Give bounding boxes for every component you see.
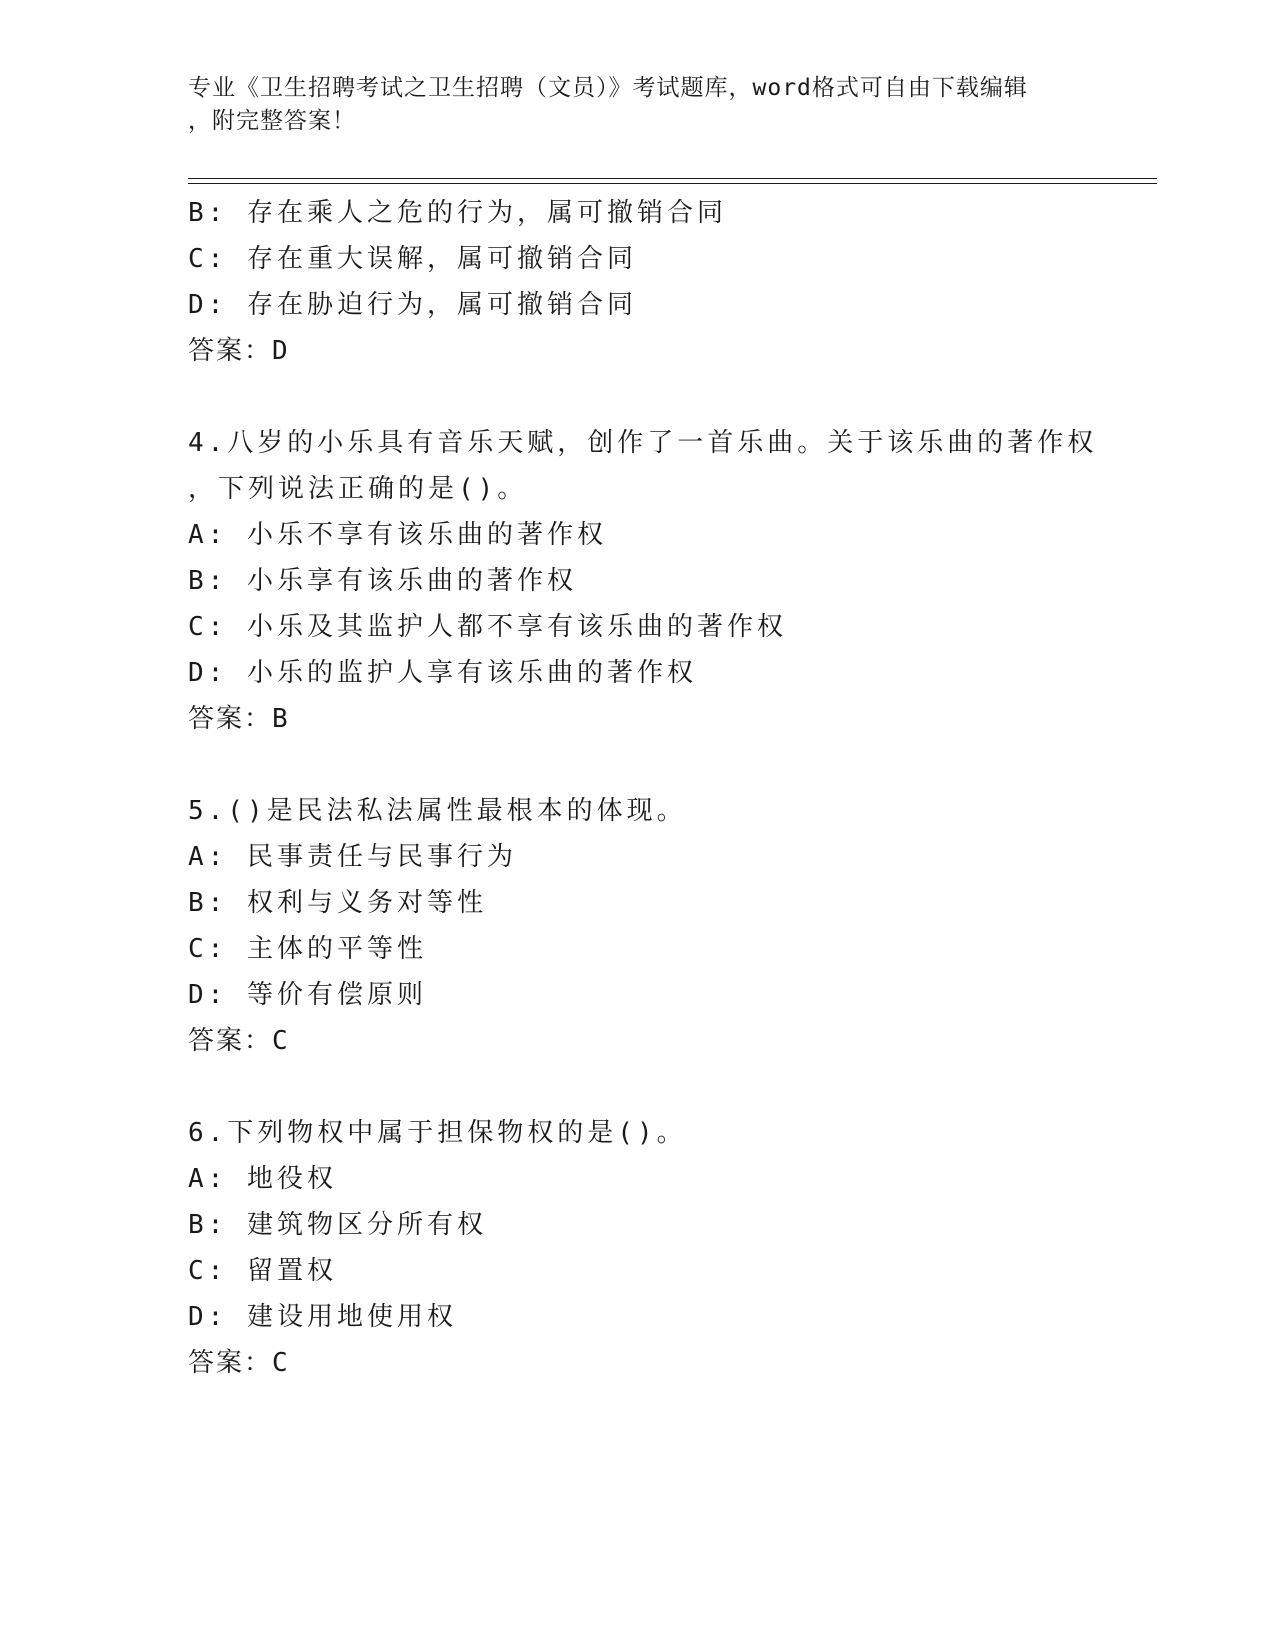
option-c: C: 小乐及其监护人都不享有该乐曲的著作权	[188, 612, 787, 642]
answer-value: B	[272, 704, 290, 734]
option-a: A: 小乐不享有该乐曲的著作权	[188, 520, 607, 550]
option-b: B: 建筑物区分所有权	[188, 1210, 487, 1240]
answer-label: 答案：	[188, 1348, 273, 1378]
option-c: C: 存在重大误解，属可撤销合同	[188, 244, 637, 274]
spacer	[188, 742, 1148, 788]
answer-label: 答案：	[188, 1026, 273, 1056]
question-stem-line-1: 5.()是民法私法属性最根本的体现。	[188, 796, 687, 826]
answer-value: D	[272, 336, 290, 366]
question-6	[188, 1110, 1148, 1386]
header-divider-bottom	[188, 183, 1157, 184]
header-line-2: ，附完整答案！	[188, 108, 356, 134]
header-line-1: 专业《卫生招聘考试之卫生招聘（文员）》考试题库，word格式可自由下载编辑	[188, 75, 1028, 101]
option-c: C: 主体的平等性	[188, 934, 427, 964]
option-c: C: 留置权	[188, 1256, 337, 1286]
option-b: B: 小乐享有该乐曲的著作权	[188, 566, 577, 596]
option-a: A: 民事责任与民事行为	[188, 842, 517, 872]
option-a: A: 地役权	[188, 1164, 337, 1194]
spacer	[188, 1064, 1148, 1110]
header-divider-top	[188, 178, 1157, 179]
question-5	[188, 788, 1148, 1064]
answer-line	[188, 1340, 1148, 1386]
option-d: D: 等价有偿原则	[188, 980, 427, 1010]
answer-value: C	[272, 1348, 290, 1378]
question-4	[188, 420, 1148, 742]
answer-value: C	[272, 1026, 290, 1056]
answer-line	[188, 696, 1148, 742]
option-b: B: 权利与义务对等性	[188, 888, 487, 918]
answer-label: 答案：	[188, 336, 273, 366]
question-list	[188, 190, 1148, 1386]
answer-label: 答案：	[188, 704, 273, 734]
question-stem-line-1: 4.八岁的小乐具有音乐天赋，创作了一首乐曲。关于该乐曲的著作权	[188, 428, 1098, 458]
question-stem-line-2: ，下列说法正确的是()。	[188, 474, 528, 504]
option-d: D: 建设用地使用权	[188, 1302, 457, 1332]
answer-line	[188, 1018, 1148, 1064]
option-d: D: 存在胁迫行为，属可撤销合同	[188, 290, 637, 320]
question-stem-line-1: 6.下列物权中属于担保物权的是()。	[188, 1118, 687, 1148]
question-3-continued	[188, 190, 1148, 374]
document-header	[188, 72, 1068, 138]
option-d: D: 小乐的监护人享有该乐曲的著作权	[188, 658, 697, 688]
spacer	[188, 374, 1148, 420]
answer-line	[188, 328, 1148, 374]
option-b: B: 存在乘人之危的行为，属可撤销合同	[188, 198, 727, 228]
